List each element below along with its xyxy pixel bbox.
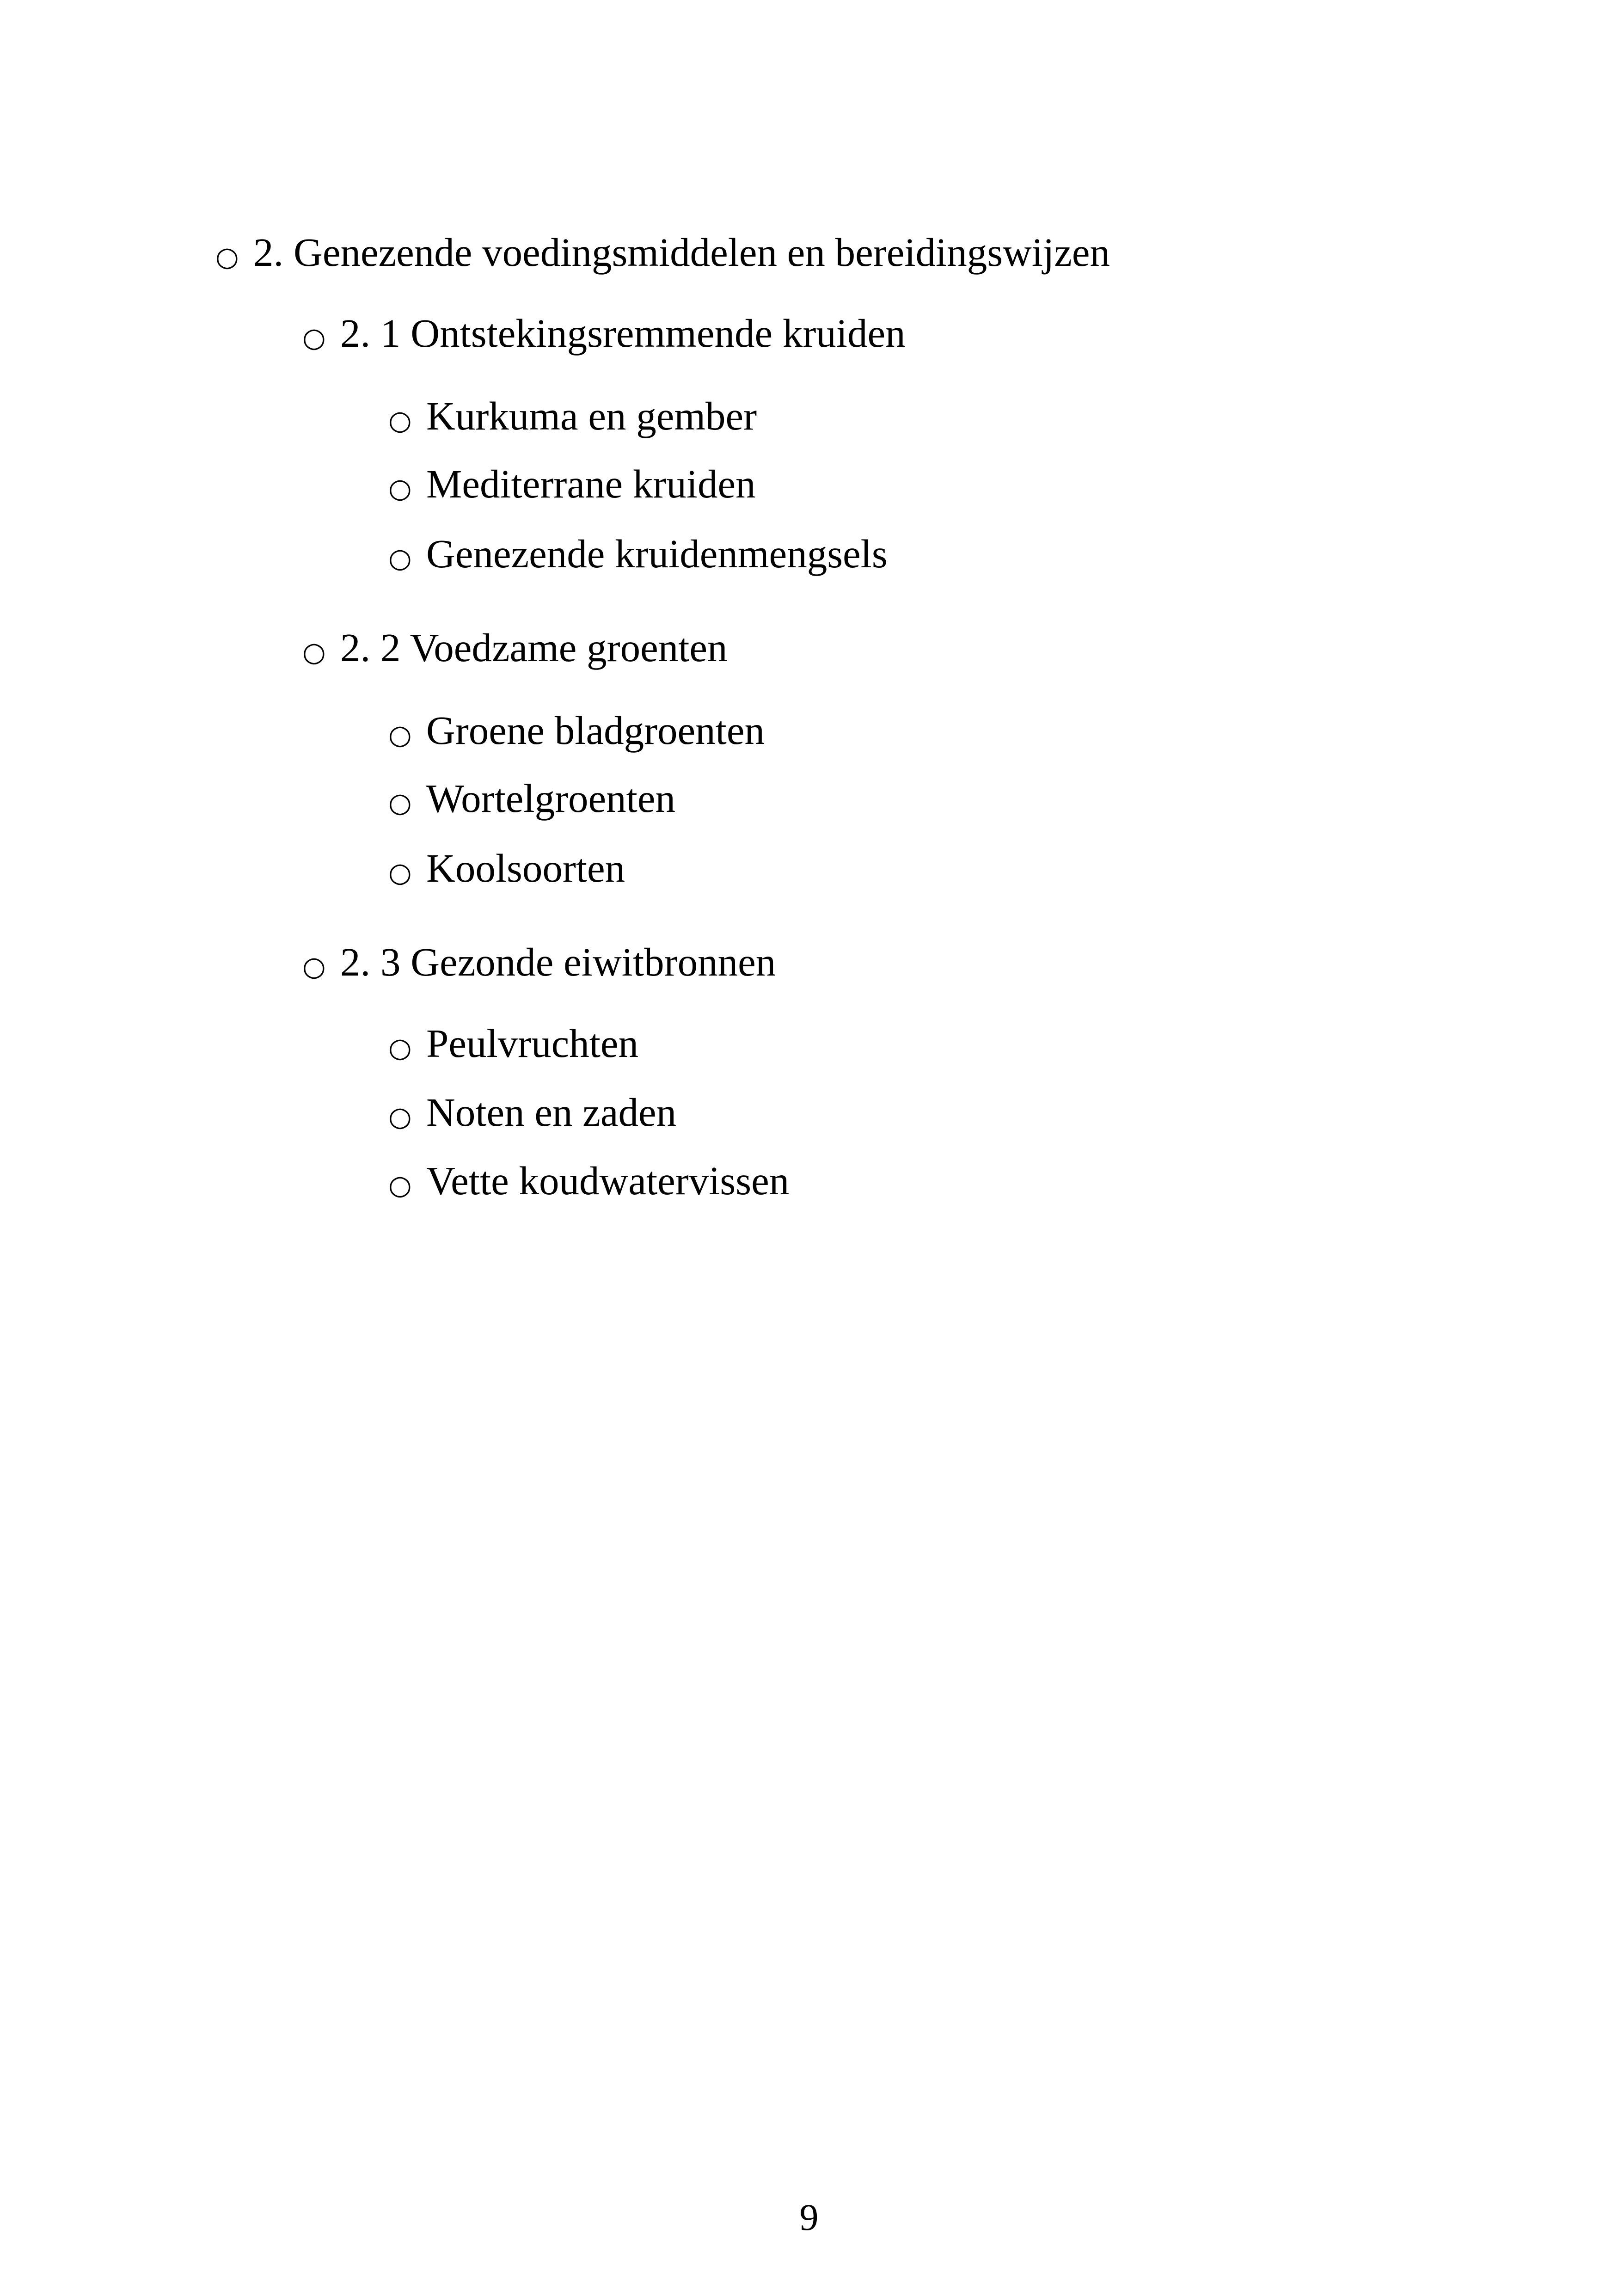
item-label: Koolsoorten (426, 846, 625, 890)
item-label: Peulvruchten (426, 1021, 639, 1066)
bullet-circle-icon: ○ (302, 951, 326, 982)
bullet-circle-icon: ○ (388, 857, 412, 888)
bullet-circle-icon: ○ (388, 1169, 412, 1201)
item-label: Wortelgroenten (426, 776, 675, 821)
outline-item (388, 1090, 677, 1135)
item-label: Groene bladgroenten (426, 708, 765, 753)
bullet-circle-icon: ○ (388, 1032, 412, 1063)
item-label: Vette koudwatervissen (426, 1158, 790, 1203)
outline-item (388, 776, 675, 821)
subsection-title: 2. 2 Voedzame groenten (340, 625, 728, 670)
bullet-circle-icon: ○ (388, 405, 412, 436)
item-label: Genezende kruidenmengsels (426, 531, 888, 576)
item-label: Noten en zaden (426, 1090, 677, 1135)
outline-item (388, 393, 757, 438)
outline-item (388, 531, 888, 576)
bullet-circle-icon: ○ (388, 787, 412, 818)
bullet-circle-icon: ○ (388, 473, 412, 504)
outline-item (388, 848, 625, 888)
bullet-circle-icon: ○ (215, 241, 239, 272)
outline-subsection (302, 939, 776, 984)
subsection-title: 2. 1 Ontstekingsremmende kruiden (340, 311, 906, 356)
bullet-circle-icon: ○ (388, 719, 412, 750)
outline-subsection (302, 627, 728, 668)
item-label: Kurkuma en gember (426, 393, 757, 438)
outline-item (388, 1160, 789, 1201)
bullet-circle-icon: ○ (302, 322, 326, 353)
outline-item (388, 1021, 639, 1066)
section-title: 2. Genezende voedingsmiddelen en bereidingswijzen (253, 230, 1110, 275)
outline-item (388, 461, 756, 506)
bullet-circle-icon: ○ (302, 636, 326, 668)
bullet-circle-icon: ○ (388, 1101, 412, 1132)
outline-item (388, 708, 765, 753)
subsection-title: 2. 3 Gezonde eiwitbronnen (340, 939, 776, 984)
page-number: 9 (799, 2196, 819, 2238)
bullet-circle-icon: ○ (388, 542, 412, 574)
item-label: Mediterrane kruiden (426, 461, 756, 506)
outline-subsection (302, 311, 906, 356)
outline-section (215, 230, 1110, 275)
